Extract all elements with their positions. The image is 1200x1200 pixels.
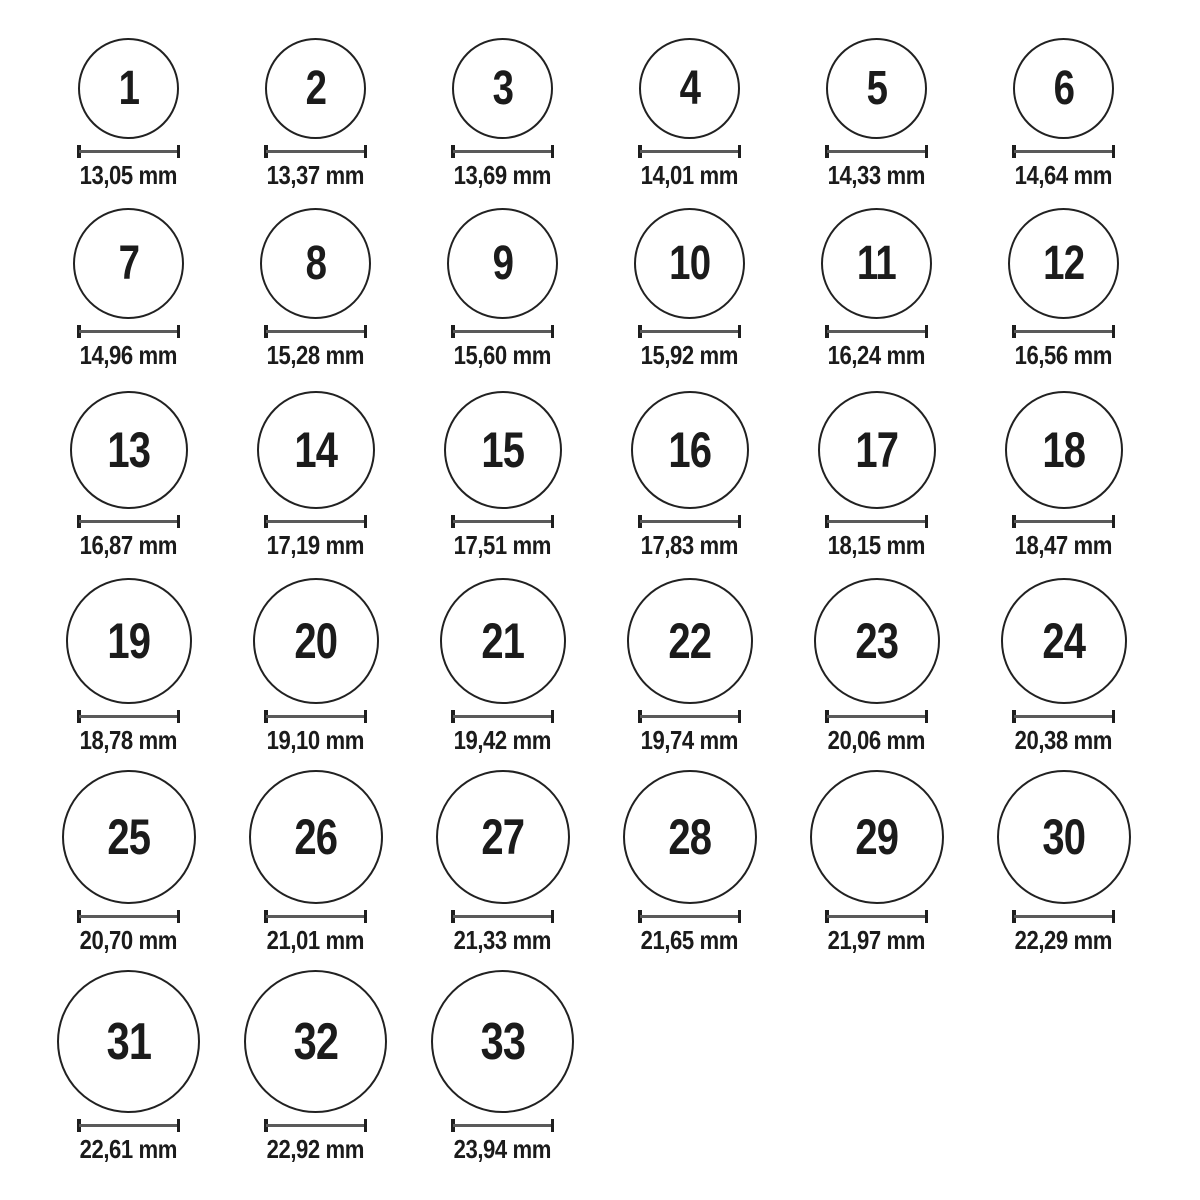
size-number: 10 [668,236,711,290]
size-circle [249,770,383,904]
ring-size-item [35,208,222,370]
size-circle [444,391,562,509]
diameter-measure-line [264,1119,367,1132]
size-circle [627,578,753,704]
diameter-label: 20,38 mm [1014,725,1113,755]
ring-size-item [970,770,1157,955]
measure-tick-right [1112,515,1116,528]
measure-bar [79,1124,178,1127]
ring-size-item [409,578,596,755]
measure-tick-right [177,910,181,923]
diameter-label: 22,29 mm [1014,925,1113,955]
diameter-label: 19,42 mm [453,725,552,755]
size-number: 13 [107,422,150,478]
size-number: 24 [1042,613,1085,669]
size-number: 25 [107,809,150,865]
ring-size-item [222,38,409,190]
size-number: 6 [1053,61,1074,115]
diameter-measure-line [264,910,367,923]
measure-bar [266,150,365,153]
ring-size-item [409,770,596,955]
diameter-label: 18,15 mm [827,530,926,560]
diameter-label: 22,61 mm [79,1134,178,1164]
measure-tick-right [551,1119,555,1132]
measure-tick-right [738,910,742,923]
measure-bar [827,330,926,333]
ring-size-item [35,38,222,190]
diameter-label: 14,96 mm [79,340,178,370]
measure-bar [453,1124,552,1127]
size-circle [1013,38,1114,139]
diameter-measure-line [451,710,554,723]
size-circle [431,970,574,1113]
ring-size-item [409,38,596,190]
measure-bar [827,915,926,918]
diameter-measure-line [1012,910,1115,923]
measure-tick-right [1112,325,1116,338]
diameter-measure-line [638,910,741,923]
measure-tick-right [738,145,742,158]
size-circle [62,770,196,904]
measure-tick-right [1112,145,1116,158]
diameter-label: 23,94 mm [453,1134,552,1164]
size-number: 33 [480,1012,525,1071]
diameter-measure-line [77,515,180,528]
size-number: 23 [855,613,898,669]
diameter-label: 15,60 mm [453,340,552,370]
size-circle [447,208,558,319]
ring-size-item [783,578,970,755]
measure-bar [266,1124,365,1127]
size-circle [810,770,944,904]
diameter-label: 14,64 mm [1014,160,1113,190]
size-number: 1 [118,61,139,115]
diameter-label: 13,05 mm [79,160,178,190]
diameter-label: 21,65 mm [640,925,739,955]
size-number: 27 [481,809,524,865]
size-circle [623,770,757,904]
ring-size-item [222,970,409,1164]
diameter-measure-line [451,325,554,338]
diameter-label: 17,83 mm [640,530,739,560]
ring-size-item [596,38,783,190]
size-number: 4 [679,61,700,115]
size-number: 8 [305,236,326,290]
size-row-5 [35,770,1157,955]
diameter-label: 19,74 mm [640,725,739,755]
measure-bar [1014,520,1113,523]
measure-bar [827,520,926,523]
diameter-measure-line [451,1119,554,1132]
size-number: 28 [668,809,711,865]
diameter-label: 17,51 mm [453,530,552,560]
measure-tick-right [925,515,929,528]
diameter-label: 14,01 mm [640,160,739,190]
size-circle [1008,208,1119,319]
measure-bar [266,520,365,523]
size-number: 12 [1042,236,1085,290]
diameter-label: 15,92 mm [640,340,739,370]
measure-tick-right [551,325,555,338]
size-circle [73,208,184,319]
measure-tick-right [925,145,929,158]
diameter-measure-line [77,910,180,923]
size-circle [639,38,740,139]
measure-bar [79,150,178,153]
measure-bar [79,330,178,333]
diameter-label: 13,37 mm [266,160,365,190]
diameter-label: 21,33 mm [453,925,552,955]
size-number: 20 [294,613,337,669]
diameter-label: 22,92 mm [266,1134,365,1164]
measure-tick-right [177,1119,181,1132]
ring-size-item [970,208,1157,370]
size-number: 19 [107,613,150,669]
size-row-6 [35,970,1157,1164]
size-circle [634,208,745,319]
diameter-label: 16,56 mm [1014,340,1113,370]
ring-size-item [222,770,409,955]
size-number: 14 [294,422,337,478]
ring-size-item [35,770,222,955]
measure-bar [453,330,552,333]
size-number: 29 [855,809,898,865]
size-number: 21 [481,613,524,669]
measure-tick-right [925,710,929,723]
ring-size-item [35,970,222,1164]
diameter-measure-line [825,515,928,528]
measure-bar [266,715,365,718]
size-circle [452,38,553,139]
diameter-label: 21,97 mm [827,925,926,955]
size-number: 32 [293,1012,338,1071]
measure-tick-right [551,145,555,158]
measure-tick-right [551,910,555,923]
ring-size-item [596,770,783,955]
measure-bar [266,330,365,333]
measure-bar [1014,330,1113,333]
size-circle [440,578,566,704]
measure-tick-right [1112,710,1116,723]
measure-bar [1014,915,1113,918]
measure-tick-right [177,145,181,158]
diameter-label: 18,47 mm [1014,530,1113,560]
size-number: 31 [106,1012,151,1071]
diameter-measure-line [1012,710,1115,723]
measure-tick-right [925,910,929,923]
size-number: 3 [492,61,513,115]
ring-size-item [970,391,1157,560]
measure-bar [453,520,552,523]
size-circle [818,391,936,509]
size-number: 15 [481,422,524,478]
size-row-4 [35,578,1157,755]
ring-size-item [409,208,596,370]
ring-size-item [222,578,409,755]
size-circle [78,38,179,139]
measure-bar [79,520,178,523]
diameter-label: 18,78 mm [79,725,178,755]
size-number: 11 [857,236,896,290]
measure-bar [79,915,178,918]
measure-tick-right [738,325,742,338]
measure-bar [453,715,552,718]
diameter-measure-line [264,145,367,158]
measure-bar [640,715,739,718]
size-circle [821,208,932,319]
measure-tick-right [738,515,742,528]
size-circle [257,391,375,509]
diameter-label: 16,87 mm [79,530,178,560]
diameter-measure-line [451,910,554,923]
measure-bar [640,520,739,523]
measure-tick-right [364,910,368,923]
size-circle [253,578,379,704]
diameter-label: 13,69 mm [453,160,552,190]
ring-size-item [596,391,783,560]
ring-size-item [596,578,783,755]
ring-size-item [970,578,1157,755]
diameter-measure-line [1012,145,1115,158]
size-circle [260,208,371,319]
measure-bar [827,715,926,718]
measure-tick-right [364,325,368,338]
diameter-measure-line [825,910,928,923]
ring-size-item [35,391,222,560]
size-circle [814,578,940,704]
diameter-label: 16,24 mm [827,340,926,370]
diameter-label: 14,33 mm [827,160,926,190]
diameter-measure-line [1012,325,1115,338]
diameter-measure-line [77,325,180,338]
measure-bar [1014,150,1113,153]
ring-size-item [970,38,1157,190]
size-number: 9 [492,236,513,290]
measure-bar [453,150,552,153]
size-row-3 [35,391,1157,560]
measure-bar [1014,715,1113,718]
diameter-measure-line [638,145,741,158]
ring-size-item [222,208,409,370]
size-number: 16 [668,422,711,478]
size-circle [826,38,927,139]
size-circle [244,970,387,1113]
measure-tick-right [364,710,368,723]
measure-tick-right [925,325,929,338]
size-number: 22 [668,613,711,669]
measure-tick-right [177,325,181,338]
diameter-label: 15,28 mm [266,340,365,370]
diameter-measure-line [264,710,367,723]
size-circle [66,578,192,704]
measure-tick-right [551,515,555,528]
ring-size-item [596,208,783,370]
measure-bar [266,915,365,918]
measure-bar [453,915,552,918]
ring-size-item [409,391,596,560]
size-number: 17 [855,422,898,478]
diameter-label: 20,70 mm [79,925,178,955]
diameter-measure-line [825,145,928,158]
diameter-label: 17,19 mm [266,530,365,560]
measure-bar [640,915,739,918]
measure-tick-right [364,515,368,528]
diameter-measure-line [1012,515,1115,528]
measure-tick-right [551,710,555,723]
size-row-1 [35,38,1157,190]
size-row-2 [35,208,1157,370]
diameter-measure-line [451,145,554,158]
measure-tick-right [738,710,742,723]
measure-bar [827,150,926,153]
size-number: 2 [305,61,326,115]
size-number: 5 [866,61,887,115]
diameter-measure-line [77,145,180,158]
size-circle [1005,391,1123,509]
size-circle [265,38,366,139]
diameter-measure-line [77,1119,180,1132]
ring-size-item [409,970,596,1164]
diameter-measure-line [451,515,554,528]
size-number: 18 [1042,422,1085,478]
ring-size-item [783,38,970,190]
size-circle [997,770,1131,904]
size-circle [57,970,200,1113]
size-number: 7 [118,236,139,290]
ring-size-item [35,578,222,755]
measure-bar [79,715,178,718]
measure-tick-right [1112,910,1116,923]
measure-tick-right [177,710,181,723]
measure-bar [640,330,739,333]
diameter-label: 21,01 mm [266,925,365,955]
diameter-measure-line [825,710,928,723]
measure-bar [640,150,739,153]
diameter-measure-line [264,325,367,338]
diameter-label: 19,10 mm [266,725,365,755]
diameter-measure-line [638,325,741,338]
diameter-measure-line [264,515,367,528]
ring-size-item [783,208,970,370]
size-circle [436,770,570,904]
diameter-measure-line [638,710,741,723]
diameter-measure-line [638,515,741,528]
size-number: 26 [294,809,337,865]
size-circle [1001,578,1127,704]
size-circle [631,391,749,509]
ring-size-item [783,770,970,955]
diameter-label: 20,06 mm [827,725,926,755]
measure-tick-right [177,515,181,528]
ring-size-item [783,391,970,560]
measure-tick-right [364,1119,368,1132]
diameter-measure-line [825,325,928,338]
ring-size-item [222,391,409,560]
size-number: 30 [1042,809,1085,865]
measure-tick-right [364,145,368,158]
diameter-measure-line [77,710,180,723]
size-circle [70,391,188,509]
